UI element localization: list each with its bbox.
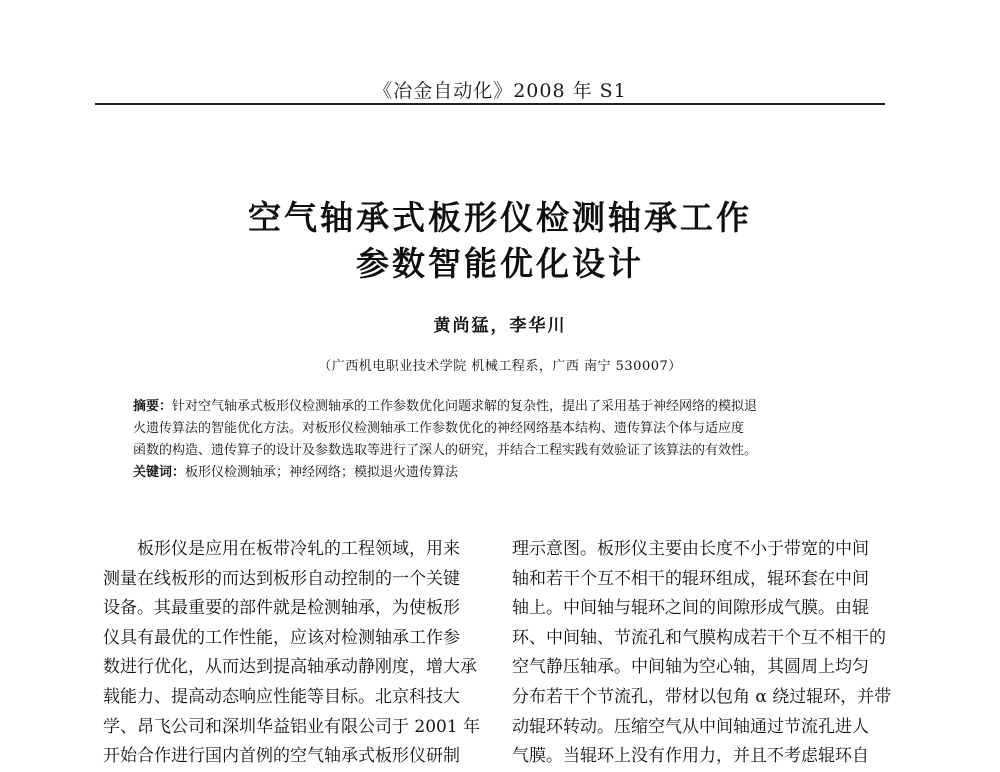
body-line: 测量在线板形的而达到板形自动控制的一个关键 [103, 568, 460, 589]
abstract-line: 函数的构造、遗传算子的设计及参数选取等进行了深人的研究，并结合工程实践有效验证了该算法的有效性。 [133, 443, 758, 458]
body-column-left [103, 535, 488, 772]
header-rule [95, 103, 885, 105]
body-line: 动辊环转动。压缩空气从中间轴通过节流孔进人 [512, 716, 869, 737]
body-column-right [512, 535, 892, 772]
body-line: 学、昂飞公司和深圳华益铝业有限公司于 2001 年 [103, 716, 481, 737]
body-line: 分布若干个节流孔，带材以包角 α 绕过辊环，并带 [512, 686, 892, 707]
body-line: 载能力、提高动态响应性能等目标。北京科技大 [103, 686, 460, 707]
body-line: 理示意图。板形仪主要由长度不小于带宽的中间 [512, 539, 869, 559]
body-line: 环、中间轴、节流孔和气膜构成若干个互不相干的 [512, 627, 886, 648]
abstract-line [133, 396, 863, 418]
body-line: 数进行优化，从而达到提高轴承动静刚度，增大承 [103, 657, 477, 678]
authors: 黄尚猛，李华川 [433, 316, 567, 336]
keywords-line [133, 462, 863, 484]
running-head: 《冶金自动化》2008 年 S1 [373, 80, 627, 102]
abstract-block [133, 396, 863, 484]
body-line: 仪具有最优的工作性能，应该对检测轴承工作参 [103, 627, 460, 648]
body-line: 开始合作进行国内首例的空气轴承式板形仪研制 [103, 746, 460, 767]
keywords-label: 关键词： [133, 465, 186, 480]
abstract-text: 针对空气轴承式板形仪检测轴承的工作参数优化问题求解的复杂性，提出了采用基于神经网络的模拟退 [172, 399, 758, 414]
body-line: 设备。其最重要的部件就是检测轴承，为使板形 [103, 598, 460, 619]
paper-title-line-1: 空气轴承式板形仪检测轴承工作 [248, 198, 752, 237]
body-line: 空气静压轴承。中间轴为空心轴，其圆周上均匀 [512, 657, 869, 678]
keywords-text: 板形仪检测轴承；神经网络；模拟退火遗传算法 [185, 465, 459, 480]
affiliation: （广西机电职业技术学院 机械工程系，广西 南宁 530007） [318, 359, 682, 374]
body-line: 气膜。当辊环上没有作用力，并且不考虑辊环自 [512, 746, 869, 767]
body-line: 轴和若干个互不相干的辊环组成，辊环套在中间 [512, 568, 869, 589]
paper-title-line-2: 参数智能优化设计 [356, 244, 644, 283]
body-line: 轴上。中间轴与辊环之间的间隙形成气膜。由辊 [512, 598, 869, 619]
abstract-line: 火遗传算法的智能优化方法。对板形仪检测轴承工作参数优化的神经网络基本结构、遗传算法个体与适应度 [133, 421, 745, 436]
body-line: 板形仪是应用在板带冷轧的工程领域，用来 [103, 539, 460, 559]
abstract-label: 摘要： [133, 399, 173, 414]
